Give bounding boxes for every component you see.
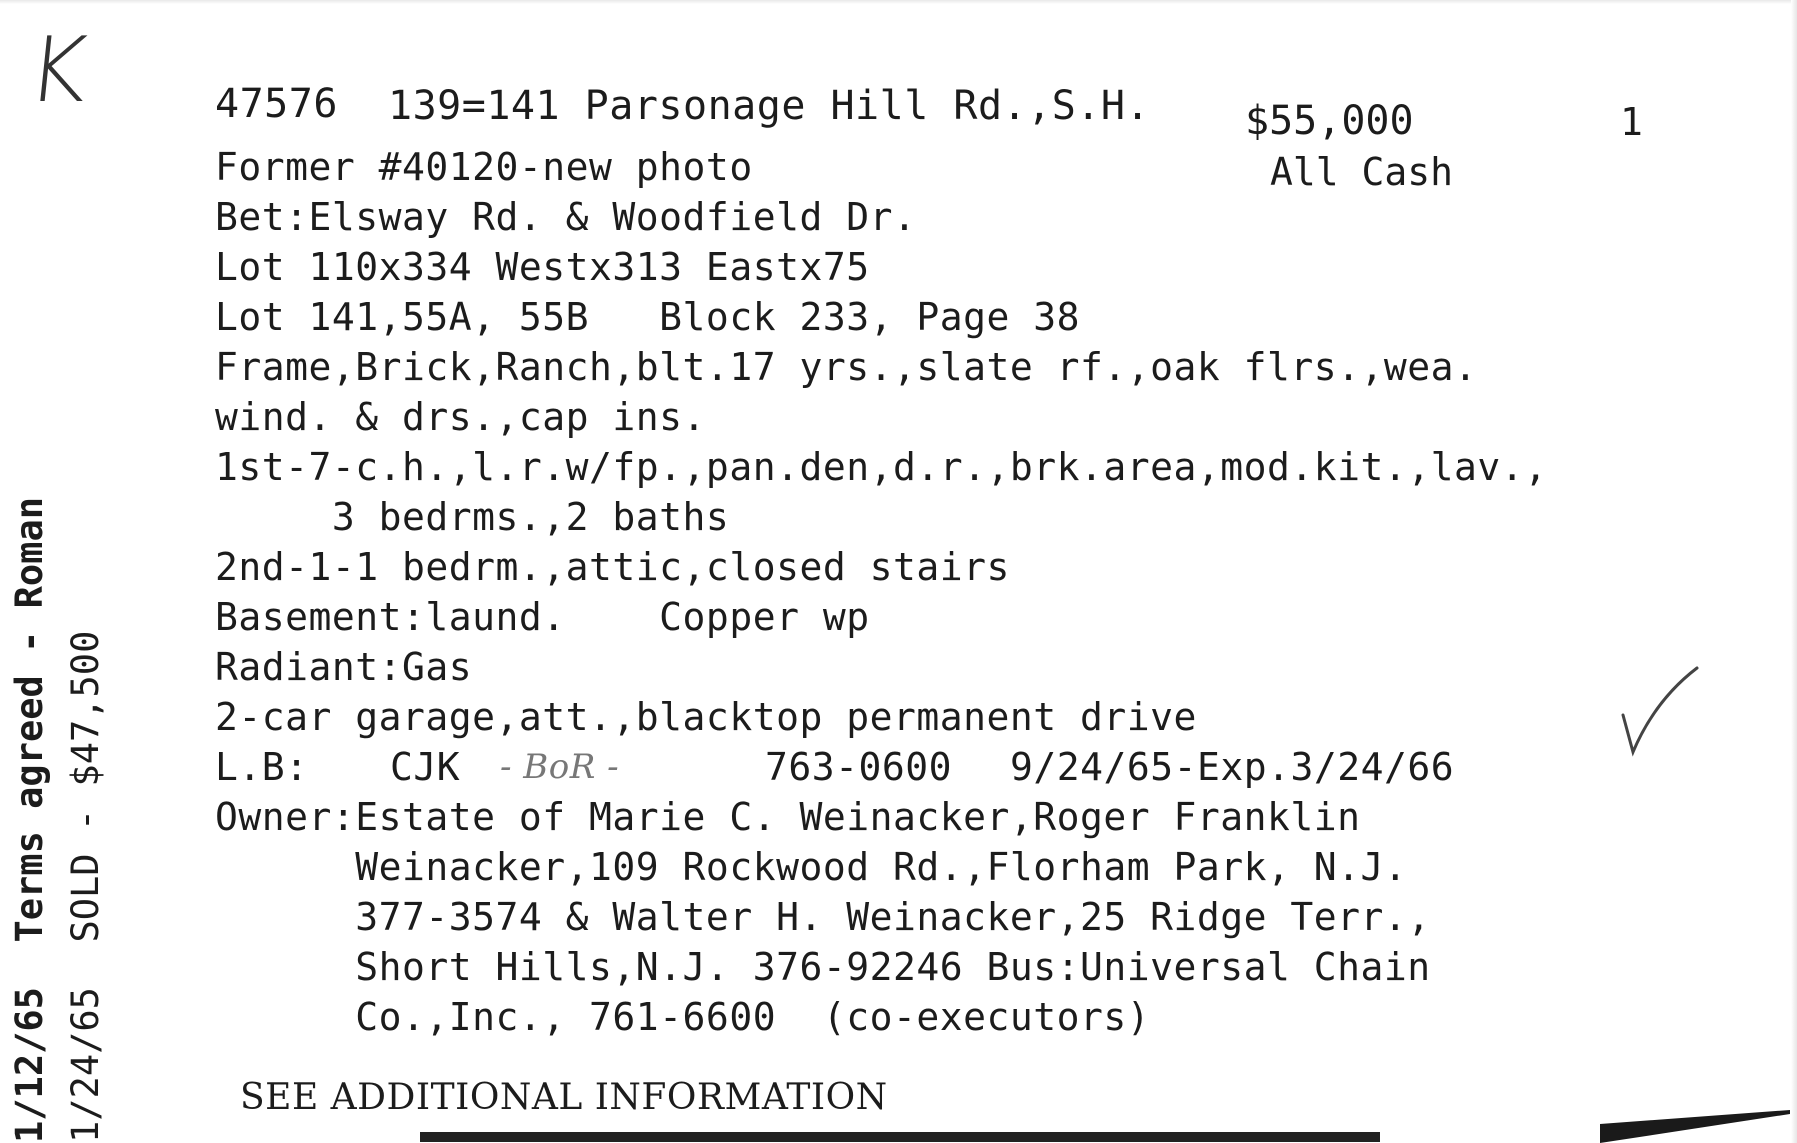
lot-block-line: Lot 141,55A, 55B Block 233, Page 38 <box>215 295 1080 339</box>
listing-dates: 9/24/65-Exp.3/24/66 <box>1010 745 1455 789</box>
property-address: 139=141 Parsonage Hill Rd.,S.H. <box>388 83 1151 129</box>
owner-line-5: Co.,Inc., 761-6600 (co-executors) <box>215 995 1151 1039</box>
bottom-wedge-mark <box>1600 1110 1790 1143</box>
terms-agreed-note: 1/12/65 Terms agreed - Roman <box>8 496 51 1143</box>
corner-handwritten-mark: K <box>22 18 93 123</box>
owner-line-2: Weinacker,109 Rockwood Rd.,Florham Park, N.J. <box>215 845 1408 889</box>
asking-price: $55,000 <box>1245 98 1414 144</box>
sold-price: $47,500 <box>64 630 107 787</box>
first-floor-line-cont: 3 bedrms.,2 baths <box>215 495 730 539</box>
card-top-edge <box>0 0 1797 4</box>
side-notes <box>2 383 114 1143</box>
page-number: 1 <box>1620 100 1643 144</box>
sale-terms: All Cash <box>1270 150 1454 194</box>
listing-number: 47576 <box>215 81 338 127</box>
heating-line: Radiant:Gas <box>215 645 473 689</box>
between-streets-line: Bet:Elsway Rd. & Woodfield Dr. <box>215 195 917 239</box>
sold-note <box>58 383 114 1143</box>
second-floor-line: 2nd-1-1 bedrm.,attic,closed stairs <box>215 545 1010 589</box>
owner-line-3: 377-3574 & Walter H. Weinacker,25 Ridge Terr., <box>215 895 1431 939</box>
see-additional-info: SEE ADDITIONAL INFORMATION <box>240 1077 888 1118</box>
lot-size-line: Lot 110x334 Westx313 Eastx75 <box>215 245 870 289</box>
listing-broker-initials: CJK <box>390 745 461 789</box>
checkmark-icon <box>1615 660 1705 760</box>
owner-line-4: Short Hills,N.J. 376-92246 Bus:Universal Chain <box>215 945 1431 989</box>
garage-line: 2-car garage,att.,blacktop permanent drive <box>215 695 1197 739</box>
card-right-edge <box>1791 0 1797 1143</box>
listing-broker-phone: 763-0600 <box>765 745 953 789</box>
listing-broker-label: L.B: <box>215 745 309 789</box>
handwritten-broker-initials: - BoR - <box>500 747 620 787</box>
sold-note-prefix: 1/24/65 SOLD - <box>64 786 107 1143</box>
construction-line: Frame,Brick,Ranch,blt.17 yrs.,slate rf.,oak flrs.,wea. <box>215 345 1478 389</box>
bottom-rule <box>420 1132 1380 1142</box>
basement-line: Basement:laund. Copper wp <box>215 595 870 639</box>
construction-line-cont: wind. & drs.,cap ins. <box>215 395 706 439</box>
former-listing-line: Former #40120-new photo <box>215 145 753 189</box>
first-floor-line: 1st-7-c.h.,l.r.w/fp.,pan.den,d.r.,brk.area,mod.kit.,lav., <box>215 445 1548 489</box>
owner-line-1: Owner:Estate of Marie C. Weinacker,Roger Franklin <box>215 795 1361 839</box>
